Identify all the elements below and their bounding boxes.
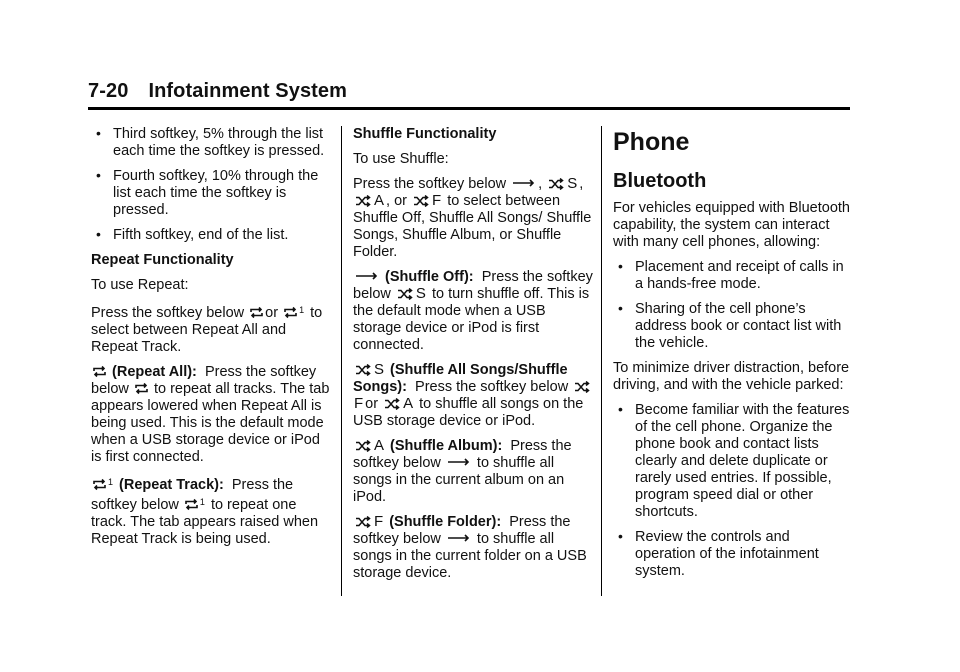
shuffle-icon (355, 516, 371, 528)
repeat-instructions: Press the softkey below or $^1$ to select between Repeat All and Repeat Track. (91, 305, 323, 355)
bluetooth-heading: Bluetooth (613, 170, 707, 192)
header-text (88, 80, 850, 103)
column-3 (613, 126, 853, 588)
header-rule (88, 107, 850, 110)
shuffle-off-icon (355, 271, 379, 283)
shuffle-icon (574, 381, 590, 393)
shuffle-off-description: (Shuffle Off): Press the softkey below S to turn shuffle off. This is the default mode when a USB storage device or iPod is first connected. (353, 269, 593, 353)
column-1 (91, 126, 333, 556)
list-item: • Review the controls and operation of the infotainment system. (618, 528, 819, 579)
shuffle-instructions: Press the softkey below , S , A , or F to select between Shuffle Off, Shuffle All Songs/ Shuffle Songs, Shuffle Album, or Shuffle Folder. (353, 175, 592, 260)
shuffle-icon (355, 364, 371, 376)
repeat-all-icon (135, 382, 148, 395)
repeat-track-description: $^1$ (Repeat Track): Press the softkey below $^1$ to repeat one track. The tab appears raised when Repeat Track is being used. (91, 477, 319, 547)
bluetooth-intro: For vehicles equipped with Bluetooth capability, the system can interact with many cell phones, allowing: (613, 200, 850, 250)
repeat-intro: To use Repeat: (91, 277, 189, 293)
distraction-text: To minimize driver distraction, before driving, and with the vehicle parked: (613, 360, 850, 393)
list-item: • Third softkey, 5% through the list each time the softkey is pressed. (96, 125, 325, 159)
shuffle-intro: To use Shuffle: (353, 151, 449, 167)
shuffle-off-icon (447, 457, 471, 469)
page-section-title: Infotainment System (148, 80, 348, 102)
column-divider (341, 126, 342, 596)
list-item: • Sharing of the cell phone’s address book or contact list with the vehicle. (618, 300, 842, 351)
page-number: 7-20 (88, 80, 129, 102)
shuffle-off-icon (447, 533, 471, 545)
column-2 (353, 126, 593, 590)
repeat-all-icon (250, 306, 263, 319)
repeat-track-icon (284, 306, 297, 319)
shuffle-album-description: A (Shuffle Album): Press the softkey below to shuffle all songs in the current album on an iPod. (353, 437, 572, 505)
shuffle-icon (548, 178, 564, 190)
repeat-all-icon (93, 365, 106, 378)
phone-heading: Phone (613, 128, 690, 156)
shuffle-icon (355, 440, 371, 452)
shuffle-all-description: S (Shuffle All Songs/Shuffle Songs): Press the softkey below F or A to shuffle all songs on the USB storage device or iPod. (353, 362, 593, 430)
shuffle-icon (397, 288, 413, 300)
shuffle-icon (384, 398, 400, 410)
repeat-all-description: (Repeat All): Press the softkey below to repeat all tracks. The tab appears lowered when Repeat All is being used. This is the default mode when a USB storage device or iPod is first connected. (91, 364, 330, 465)
column-divider (601, 126, 602, 596)
repeat-track-icon (93, 478, 106, 491)
list-item: • Fifth softkey, end of the list. (96, 226, 289, 243)
shuffle-icon (355, 195, 371, 207)
shuffle-folder-description: F (Shuffle Folder): Press the softkey below to shuffle all songs in the current folder on a USB storage device. (353, 513, 587, 581)
shuffle-heading: Shuffle Functionality (353, 126, 497, 142)
list-item: • Become familiar with the features of the cell phone. Organize the phone book and contact lists clearly and delete duplicate or rarely used entries. If possible, program speed dial or other shortcuts. (618, 401, 850, 520)
shuffle-off-icon (512, 178, 536, 190)
page-header (88, 80, 850, 103)
repeat-track-icon (185, 498, 198, 511)
list-item: • Fourth softkey, 10% through the list each time the softkey is pressed. (96, 167, 319, 218)
list-item: • Placement and receipt of calls in a hands-free mode. (618, 258, 844, 292)
repeat-heading: Repeat Functionality (91, 252, 234, 268)
shuffle-icon (413, 195, 429, 207)
